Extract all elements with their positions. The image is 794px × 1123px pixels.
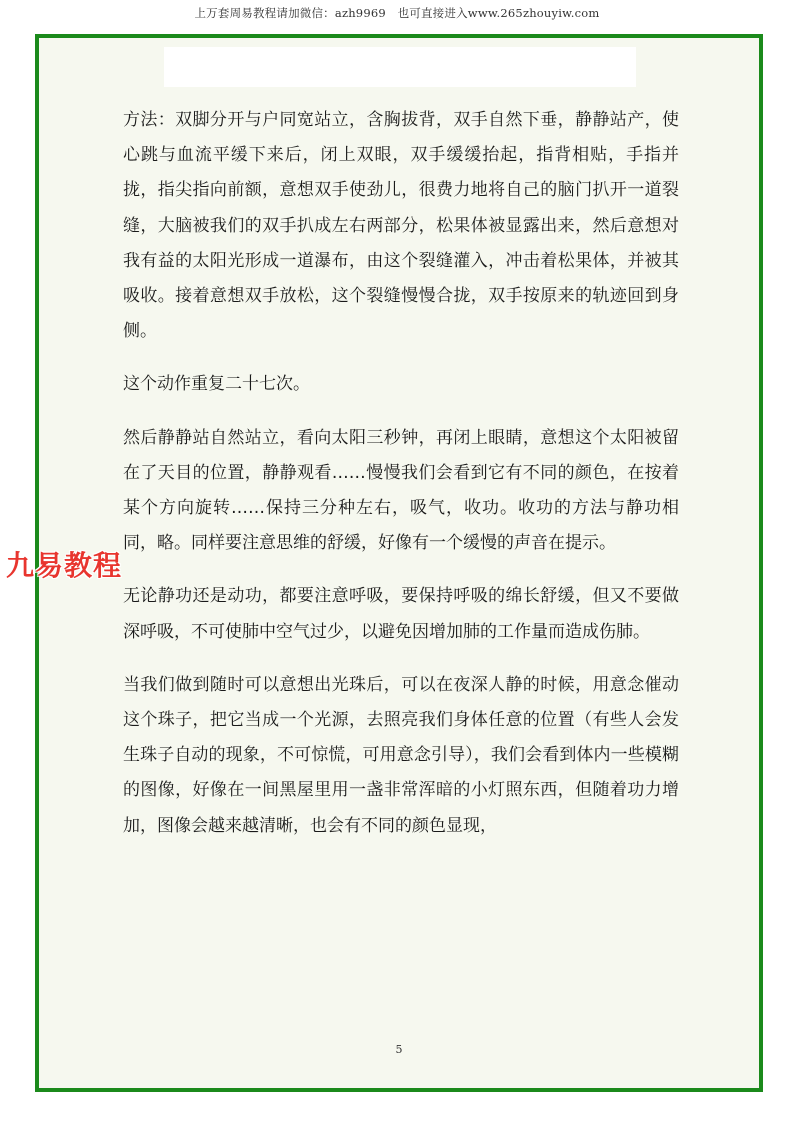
watermark-logo: 九易教程	[6, 549, 123, 582]
body-text	[123, 103, 679, 862]
header-blank-strip	[164, 47, 636, 87]
paragraph: 这个动作重复二十七次。	[123, 374, 310, 395]
paragraph: 然后静静站自然站立，看向太阳三秒钟，再闭上眼睛，意想这个太阳被留在了天目的位置，静静观看……慢慢我们会看到它有不同的颜色，在按着某个方向旋转……保持三分种左右，吸气，收功。收功的方法与静功相同，略。同样要注意思维的舒缓，好像有一个缓慢的声音在提示。	[123, 427, 679, 554]
page-number: 5	[395, 1043, 403, 1056]
page-frame	[35, 34, 763, 1092]
top-banner: 上万套周易教程请加微信：azh9969 也可直接进入www.265zhouyiw.com	[194, 6, 600, 20]
paragraph: 方法：双脚分开与户同宽站立，含胸拔背，双手自然下垂，静静站产，使心跳与血流平缓下来后，闭上双眼，双手缓缓抬起，指背相贴，手指并拢，指尖指向前额，意想双手使劲儿，很费力地将自己的脑门扒开一道裂缝，大脑被我们的双手扒成左右两部分，松果体被显露出来，然后意想对我有益的太阳光形成一道瀑布，由这个裂缝灌入，冲击着松果体，并被其吸收。接着意想双手放松，这个裂缝慢慢合拢，双手按原来的轨迹回到身侧。	[123, 110, 679, 342]
paragraph: 无论静功还是动功，都要注意呼吸，要保持呼吸的绵长舒缓，但又不要做深呼吸，不可使肺中空气过少，以避免因增加肺的工作量而造成伤肺。	[123, 586, 679, 642]
paragraph: 当我们做到随时可以意想出光珠后，可以在夜深人静的时候，用意念催动这个珠子，把它当成一个光源，去照亮我们身体任意的位置（有些人会发生珠子自动的现象，不可惊慌，可用意念引导），我们会看到体内一些模糊的图像，好像在一间黑屋里用一盏非常浑暗的小灯照东西，但随着功力增加，图像会越来越清晰，也会有不同的颜色显现，	[123, 674, 679, 836]
